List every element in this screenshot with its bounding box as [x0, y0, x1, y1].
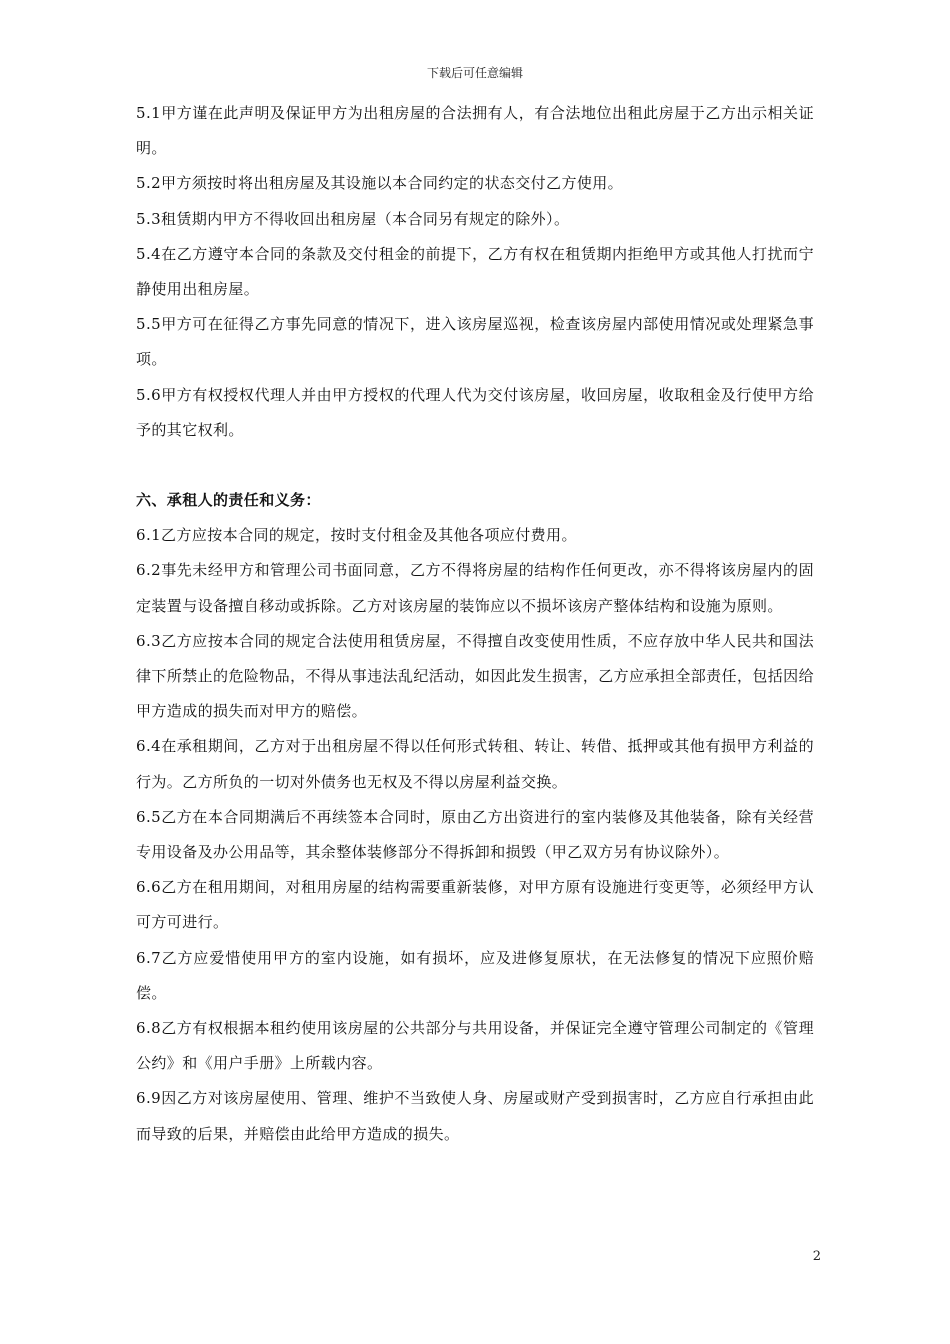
clause-6-5: 6.5乙方在本合同期满后不再续签本合同时，原由乙方出资进行的室内装修及其他装备，除有关经营专用设备及办公用品等，其余整体装修部分不得拆卸和损毁（甲乙双方另有协议除外）。: [136, 807, 814, 862]
clause-5-4: 5.4在乙方遵守本合同的条款及交付租金的前提下，乙方有权在租赁期内拒绝甲方或其他人打扰而宁静使用出租房屋。: [136, 244, 814, 299]
clause-6-4: 6.4在承租期间，乙方对于出租房屋不得以任何形式转租、转让、转借、抵押或其他有损甲方利益的行为。乙方所负的一切对外债务也无权及不得以房屋利益交换。: [136, 737, 814, 791]
page-header: 下载后可任意编辑: [426, 66, 523, 80]
clause-5-3: 5.3租赁期内甲方不得收回出租房屋（本合同另有规定的除外）。: [136, 209, 570, 228]
clause-6-2: 6.2事先未经甲方和管理公司书面同意，乙方不得将房屋的结构作任何更改，亦不得将该房屋内的固定装置与设备擅自移动或拆除。乙方对该房屋的装饰应以不损坏该房产整体结构和设施为原则。: [136, 561, 814, 615]
clause-6-6: 6.6乙方在租用期间，对租用房屋的结构需要重新装修，对甲方原有设施进行变更等，必须经甲方认可方可进行。: [136, 878, 814, 932]
clause-6-9: 6.9因乙方对该房屋使用、管理、维护不当致使人身、房屋或财产受到损害时，乙方应自行承担由此而导致的后果，并赔偿由此给甲方造成的损失。: [136, 1089, 814, 1143]
clause-5-6: 5.6甲方有权授权代理人并由甲方授权的代理人代为交付该房屋，收回房屋，收取租金及行使甲方给予的其它权利。: [136, 385, 814, 439]
clause-5-5: 5.5甲方可在征得乙方事先同意的情况下，进入该房屋巡视，检查该房屋内部使用情况或处理紧急事项。: [136, 315, 814, 369]
page-number: 2: [812, 1249, 821, 1264]
section-6-title: 六、承租人的责任和义务：: [136, 491, 321, 510]
document-body: [136, 96, 814, 1152]
clause-6-8: 6.8乙方有权根据本租约使用该房屋的公共部分与共用设备，并保证完全遵守管理公司制定的《管理公约》和《用户手册》上所载内容。: [136, 1019, 814, 1073]
clause-6-3: 6.3乙方应按本合同的规定合法使用租赁房屋，不得擅自改变使用性质，不应存放中华人民共和国法律下所禁止的危险物品，不得从事违法乱纪活动，如因此发生损害，乙方应承担全部责任，包括因给甲方造成的损失而对甲方的赔偿。: [136, 631, 814, 721]
clause-5-1: 5.1甲方谨在此声明及保证甲方为出租房屋的合法拥有人，有合法地位出租此房屋于乙方出示相关证明。: [136, 104, 814, 158]
clause-5-2: 5.2甲方须按时将出租房屋及其设施以本合同约定的状态交付乙方使用。: [136, 174, 624, 193]
clause-6-1: 6.1乙方应按本合同的规定，按时支付租金及其他各项应付费用。: [136, 526, 577, 545]
clause-6-7: 6.7乙方应爱惜使用甲方的室内设施，如有损坏，应及进修复原状，在无法修复的情况下应照价赔偿。: [136, 948, 814, 1002]
